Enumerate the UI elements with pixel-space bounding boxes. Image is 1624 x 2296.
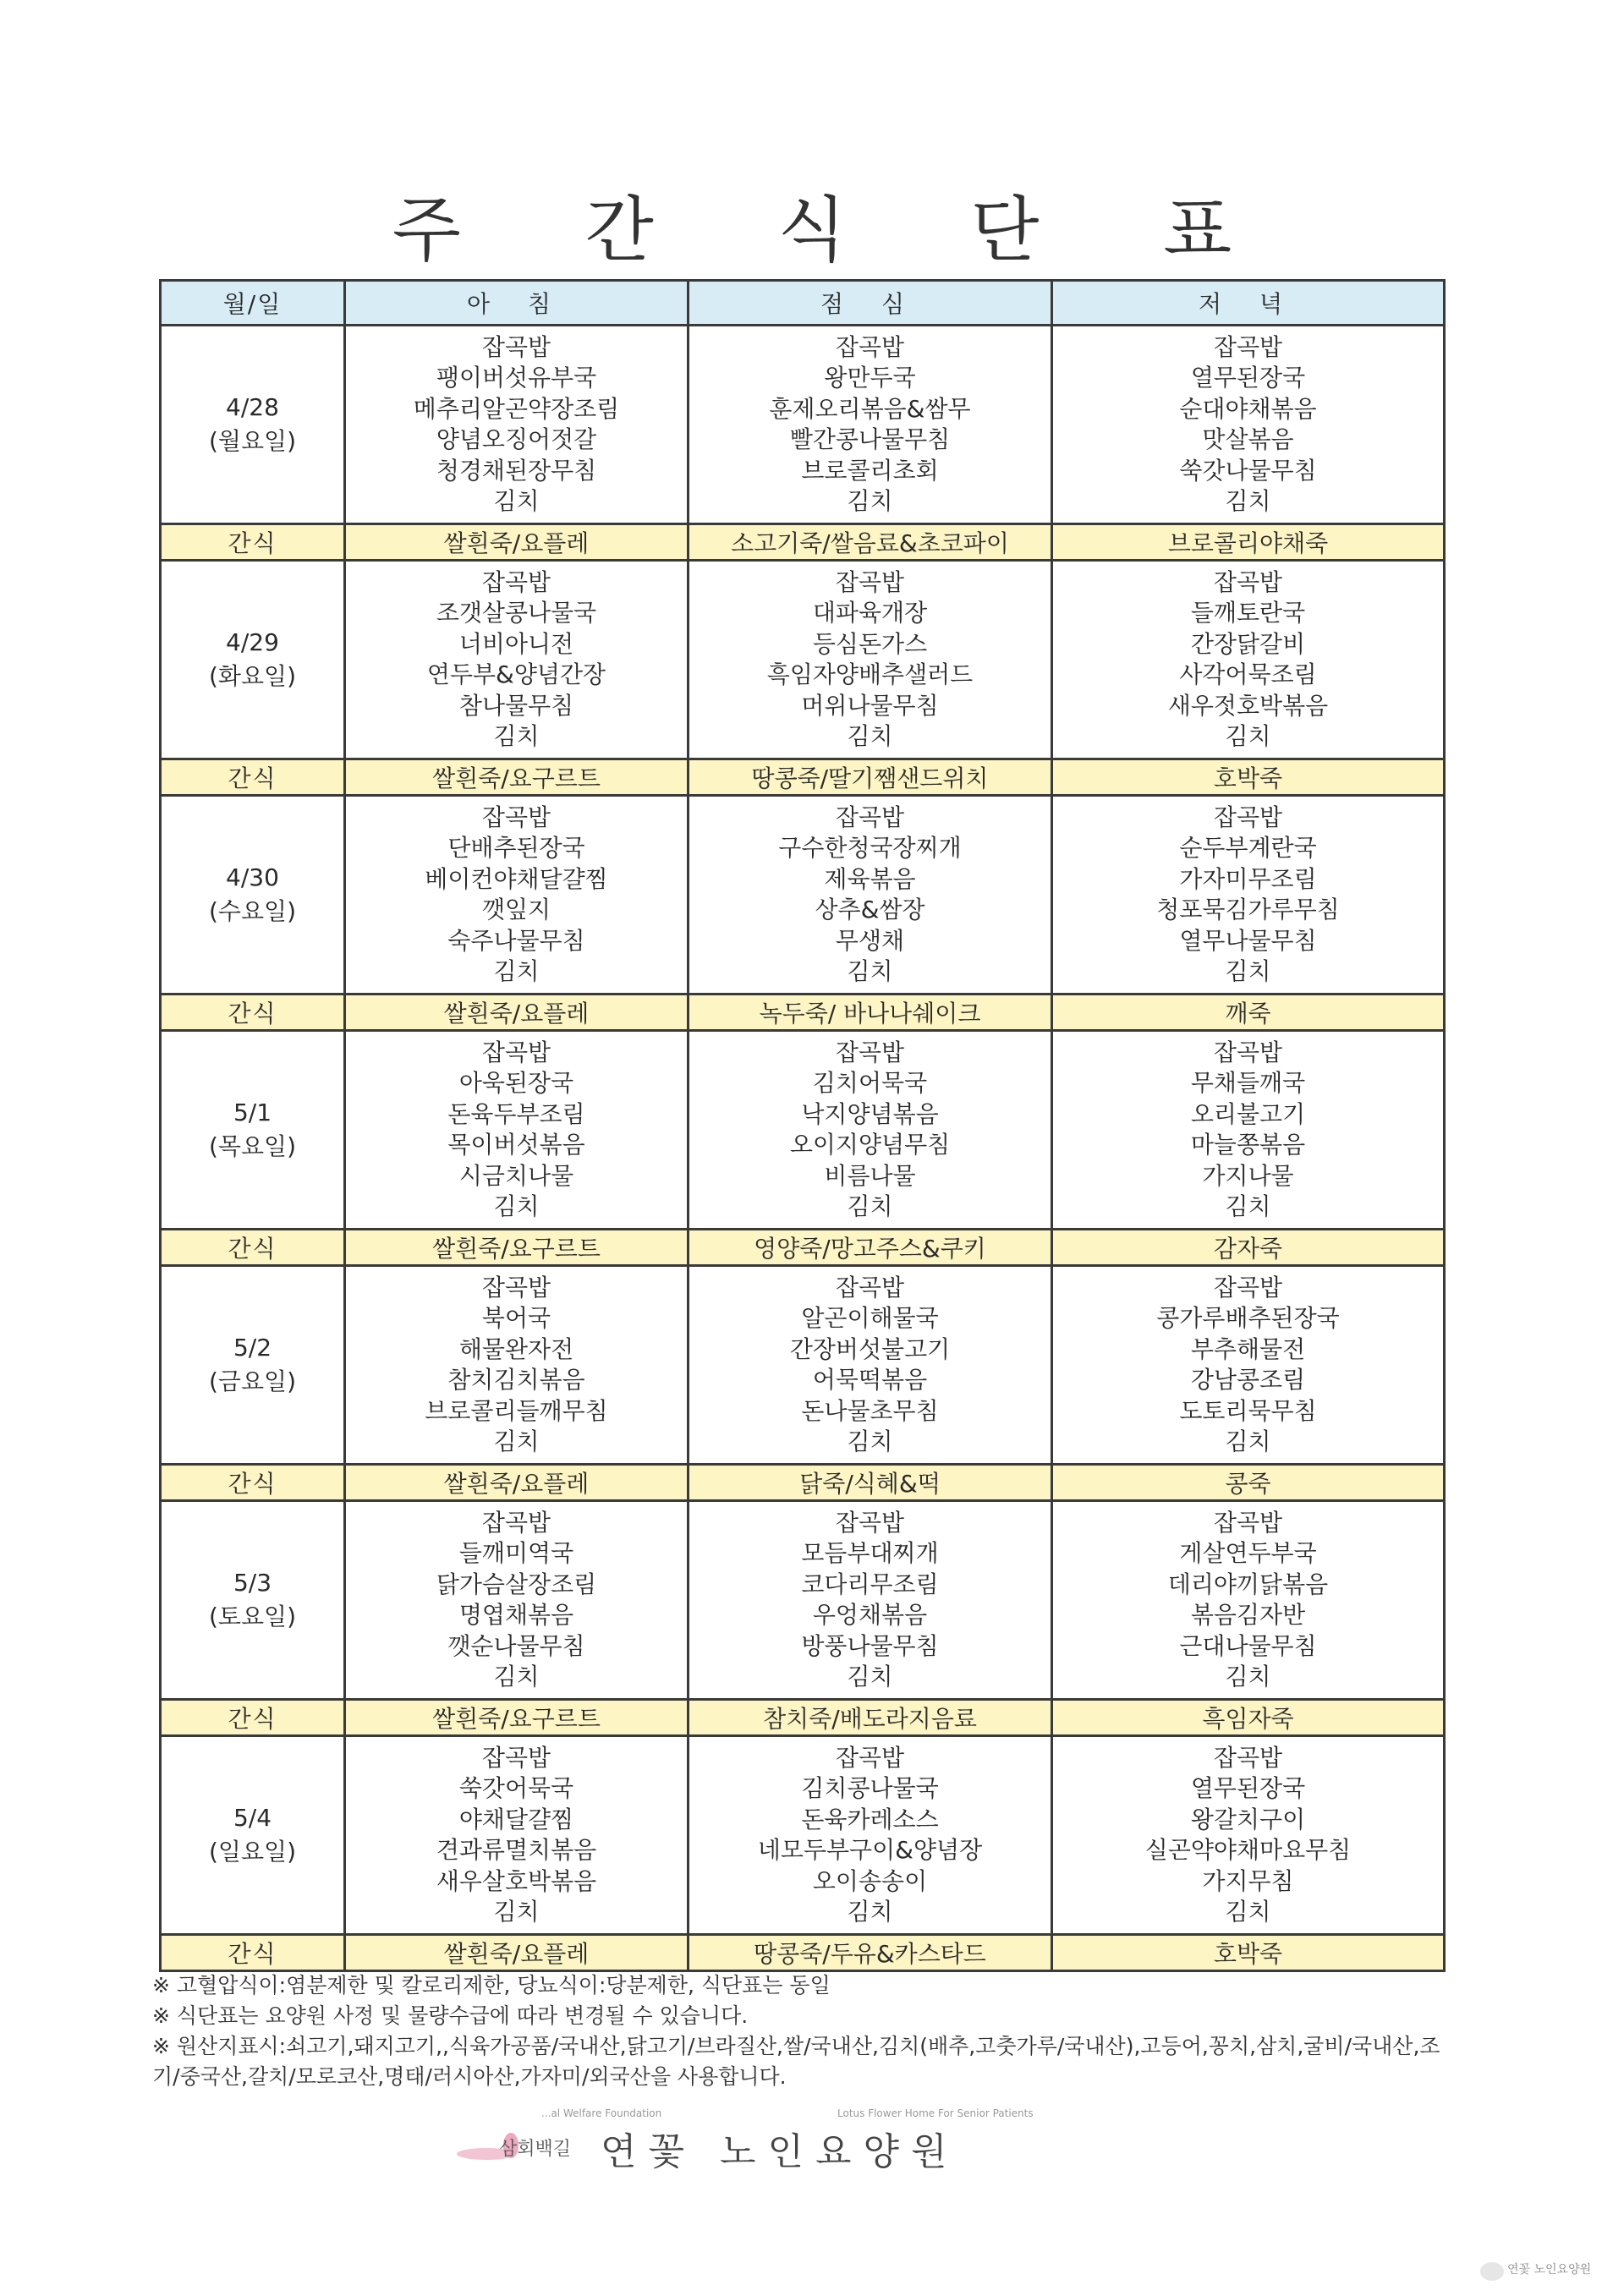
dish-item: 명엽채볶음 <box>458 1601 574 1629</box>
header-date: 월/일 <box>161 281 345 326</box>
dinner-cell <box>1052 1736 1445 1935</box>
snack-lunch: 영양죽/망고주스&쿠키 <box>689 1230 1052 1266</box>
dish-item: 잡곡밥 <box>835 1508 905 1537</box>
dinner-cell <box>1052 1501 1445 1700</box>
date-label: 4/28 <box>226 393 279 421</box>
dish-item: 비름나물 <box>824 1161 916 1190</box>
dish-item: 양념오징어젓갈 <box>436 425 597 453</box>
day-row <box>161 1736 1445 1935</box>
dish-item: 김치어묵국 <box>812 1069 928 1097</box>
weekday-label: (화요일) <box>209 662 296 690</box>
dish-item: 가지무침 <box>1202 1866 1294 1895</box>
snack-lunch: 소고기죽/쌀음료&초코파이 <box>689 524 1052 561</box>
dish-item: 훈제오리볶음&쌈무 <box>769 394 971 423</box>
snack-dinner: 호박죽 <box>1052 759 1445 796</box>
snack-label: 간식 <box>161 995 345 1031</box>
dish-item: 간장버섯불고기 <box>789 1334 951 1363</box>
snack-row <box>161 1700 1445 1736</box>
day-row <box>161 1266 1445 1465</box>
dish-item: 잡곡밥 <box>1213 1508 1283 1537</box>
dish-item: 쑥갓나물무침 <box>1179 456 1317 485</box>
dish-item: 잡곡밥 <box>481 567 551 596</box>
breakfast-cell <box>345 1031 689 1230</box>
snack-row <box>161 759 1445 796</box>
dish-item: 조갯살콩나물국 <box>436 599 597 627</box>
snack-dinner: 흑임자죽 <box>1052 1700 1445 1736</box>
lunch-cell <box>689 326 1052 524</box>
snack-row <box>161 524 1445 561</box>
snack-lunch: 땅콩죽/두유&카스타드 <box>689 1935 1052 1971</box>
header-row <box>161 281 1445 326</box>
dish-item: 알곤이해물국 <box>801 1304 939 1332</box>
dish-item: 팽이버섯유부국 <box>436 364 597 392</box>
dish-item: 대파육개장 <box>812 599 928 627</box>
dish-item: 순두부계란국 <box>1179 834 1317 862</box>
dish-item: 김치 <box>847 1192 893 1220</box>
header-breakfast: 아 침 <box>345 281 689 326</box>
weekly-menu-table <box>159 279 1446 1972</box>
dish-item: 김치 <box>847 957 893 985</box>
breakfast-cell <box>345 796 689 995</box>
dish-item: 들깨토란국 <box>1190 599 1306 627</box>
dish-item: 김치 <box>847 1427 893 1455</box>
dish-item: 콩가루배추된장국 <box>1156 1304 1340 1332</box>
breakfast-cell <box>345 1501 689 1700</box>
logo-english-left: ...al Welfare Foundation <box>541 2107 662 2119</box>
dish-item: 잡곡밥 <box>481 332 551 361</box>
dish-item: 잡곡밥 <box>1213 1038 1283 1066</box>
dish-item: 모듬부대찌개 <box>801 1539 939 1567</box>
dish-item: 연두부&양념간장 <box>426 660 606 688</box>
dish-item: 방풍나물무침 <box>801 1631 939 1660</box>
dish-item: 제육볶음 <box>824 864 916 893</box>
dish-item: 데리야끼닭볶음 <box>1167 1570 1329 1598</box>
dish-item: 볶음김자반 <box>1190 1601 1306 1629</box>
dish-item: 김치 <box>847 722 893 750</box>
dish-item: 김치 <box>1225 1663 1271 1690</box>
dish-item: 들깨미역국 <box>458 1539 574 1567</box>
dish-item: 너비아니전 <box>458 629 574 658</box>
dish-item: 김치 <box>493 1427 540 1455</box>
header-dinner: 저 녁 <box>1052 281 1445 326</box>
dish-item: 잡곡밥 <box>481 1743 551 1772</box>
dish-item: 흑임자양배추샐러드 <box>766 660 974 688</box>
dish-item: 잡곡밥 <box>1213 1743 1283 1772</box>
dish-item: 단배추된장국 <box>447 834 585 862</box>
page-title: 주 간 식 단 표 <box>392 189 1283 271</box>
dish-item: 게살연두부국 <box>1179 1539 1317 1567</box>
dish-item: 김치 <box>493 1898 540 1926</box>
note-change: ※ 식단표는 요양원 사정 및 물량수급에 따라 변경될 수 있습니다. <box>152 2003 749 2028</box>
dish-item: 왕만두국 <box>824 364 916 392</box>
snack-label: 간식 <box>161 1935 345 1971</box>
dish-item: 아욱된장국 <box>458 1069 574 1097</box>
snack-label: 간식 <box>161 1465 345 1501</box>
snack-dinner: 감자죽 <box>1052 1230 1445 1266</box>
dish-item: 돈육두부조림 <box>447 1099 585 1128</box>
dish-item: 잡곡밥 <box>835 1273 905 1301</box>
snack-label: 간식 <box>161 1700 345 1736</box>
snack-breakfast: 쌀흰죽/요플레 <box>345 1465 689 1501</box>
dish-item: 잡곡밥 <box>481 803 551 831</box>
dish-item: 오리불고기 <box>1190 1099 1306 1128</box>
dish-item: 김치 <box>1225 1192 1271 1220</box>
weekday-label: (일요일) <box>209 1838 296 1866</box>
dish-item: 열무된장국 <box>1190 1774 1306 1802</box>
dish-item: 청포묵김가루무침 <box>1156 896 1340 923</box>
dish-item: 열무나물무침 <box>1179 926 1317 955</box>
date-label: 5/1 <box>233 1099 272 1126</box>
logo-prefix: 삼회백길 <box>499 2139 572 2160</box>
dish-item: 잡곡밥 <box>1213 567 1283 596</box>
dish-item: 오이지양념무침 <box>789 1131 951 1159</box>
dish-item: 청경채된장무침 <box>436 456 597 485</box>
dish-item: 쑥갓어묵국 <box>458 1774 574 1802</box>
dish-item: 돈육카레소스 <box>801 1805 939 1833</box>
dish-item: 김치 <box>493 722 540 750</box>
snack-dinner: 브로콜리야채죽 <box>1052 524 1445 561</box>
date-cell <box>161 1031 345 1230</box>
date-label: 4/29 <box>226 628 279 656</box>
day-row <box>161 796 1445 995</box>
dish-item: 참치김치볶음 <box>447 1366 585 1394</box>
snack-row <box>161 1935 1445 1971</box>
dish-item: 김치 <box>1225 957 1271 985</box>
breakfast-cell <box>345 1736 689 1935</box>
dinner-cell <box>1052 796 1445 995</box>
dish-item: 잡곡밥 <box>835 567 905 596</box>
dinner-cell <box>1052 1266 1445 1465</box>
dish-item: 코다리무조림 <box>801 1570 939 1598</box>
date-cell <box>161 1501 345 1700</box>
date-label: 5/4 <box>233 1804 272 1832</box>
dish-item: 베이컨야채달걀찜 <box>425 864 608 893</box>
logo-english-right: Lotus Flower Home For Senior Patients <box>837 2107 1034 2119</box>
date-cell <box>161 1736 345 1935</box>
dish-item: 김치 <box>1225 722 1271 750</box>
date-cell <box>161 561 345 759</box>
dish-item: 김치 <box>1225 1427 1271 1455</box>
dish-item: 김치 <box>847 487 893 515</box>
dish-item: 근대나물무침 <box>1179 1631 1317 1660</box>
dish-item: 잡곡밥 <box>835 332 905 361</box>
notes <box>152 1970 1446 2092</box>
day-row <box>161 561 1445 759</box>
date-label: 5/2 <box>233 1334 272 1362</box>
weekday-label: (목요일) <box>209 1132 296 1160</box>
date-cell <box>161 326 345 524</box>
snack-dinner: 호박죽 <box>1052 1935 1445 1971</box>
logo-name: 연꽃 노인요양원 <box>601 2130 959 2173</box>
dish-item: 김치 <box>1225 487 1271 515</box>
dish-item: 잡곡밥 <box>1213 803 1283 831</box>
lunch-cell <box>689 1031 1052 1230</box>
day-row <box>161 326 1445 524</box>
dish-item: 잡곡밥 <box>481 1273 551 1301</box>
snack-breakfast: 쌀흰죽/요구르트 <box>345 1700 689 1736</box>
dish-item: 간장닭갈비 <box>1190 629 1306 658</box>
dish-item: 빨간콩나물무침 <box>789 425 951 453</box>
snack-lunch: 참치죽/배도라지음료 <box>689 1700 1052 1736</box>
snack-breakfast: 쌀흰죽/요구르트 <box>345 1230 689 1266</box>
dish-item: 야채달걀찜 <box>458 1805 574 1833</box>
dish-item: 도토리묵무침 <box>1179 1396 1317 1425</box>
dish-item: 닭가슴살장조림 <box>436 1570 597 1598</box>
dish-item: 시금치나물 <box>458 1161 574 1190</box>
dish-item: 숙주나물무침 <box>447 926 585 955</box>
dish-item: 참나물무침 <box>458 691 574 720</box>
snack-label: 간식 <box>161 1230 345 1266</box>
dish-item: 마늘쫑볶음 <box>1190 1131 1306 1159</box>
dish-item: 머위나물무침 <box>801 691 939 720</box>
dinner-cell <box>1052 326 1445 524</box>
dish-item: 해물완자전 <box>458 1334 574 1363</box>
dish-item: 잡곡밥 <box>835 803 905 831</box>
dish-item: 김치 <box>1225 1898 1271 1926</box>
dish-item: 어묵떡볶음 <box>812 1366 928 1394</box>
dish-item: 가자미무조림 <box>1179 864 1317 893</box>
footer-logo <box>457 2089 1100 2173</box>
dish-item: 김치 <box>493 1192 540 1220</box>
snack-lunch: 닭죽/식혜&떡 <box>689 1465 1052 1501</box>
dish-item: 열무된장국 <box>1190 364 1306 392</box>
dish-item: 강남콩조림 <box>1190 1366 1306 1394</box>
dish-item: 가지나물 <box>1202 1161 1294 1190</box>
lunch-cell <box>689 1736 1052 1935</box>
snack-breakfast: 쌀흰죽/요구르트 <box>345 759 689 796</box>
dinner-cell <box>1052 561 1445 759</box>
lunch-cell <box>689 796 1052 995</box>
snack-row <box>161 1465 1445 1501</box>
weekday-label: (월요일) <box>209 427 296 455</box>
snack-row <box>161 1230 1445 1266</box>
weekday-label: (금요일) <box>209 1367 296 1395</box>
date-cell <box>161 796 345 995</box>
dish-item: 새우살호박볶음 <box>436 1866 597 1895</box>
dinner-cell <box>1052 1031 1445 1230</box>
stamp-text: 연꽃 노인요양원 <box>1507 2263 1592 2277</box>
snack-dinner: 콩죽 <box>1052 1465 1445 1501</box>
snack-dinner: 깨죽 <box>1052 995 1445 1031</box>
snack-lunch: 땅콩죽/딸기쨈샌드위치 <box>689 759 1052 796</box>
dish-item: 우엉채볶음 <box>812 1601 928 1629</box>
dish-item: 잡곡밥 <box>481 1508 551 1537</box>
dish-item: 김치 <box>847 1663 893 1690</box>
dish-item: 네모두부구이&양념장 <box>757 1836 983 1864</box>
snack-row <box>161 995 1445 1031</box>
dish-item: 견과류멸치볶음 <box>436 1836 597 1864</box>
dish-item: 김치콩나물국 <box>801 1774 939 1802</box>
dish-item: 돈나물초무침 <box>801 1396 939 1425</box>
note-origin: ※ 원산지표시:쇠고기,돼지고기,,식육가공품/국내산,닭고기/브라질산,쌀/국내산,김치(배추,고춧가루/국내산),고등어,꽁치,삼치,굴비/국내산,조기/중국산,갈치/모로코산,명태/러시아산,가자미/외국산을 사용합니다. <box>152 2034 1440 2089</box>
dish-item: 잡곡밥 <box>1213 332 1283 361</box>
dish-item: 순대야채볶음 <box>1179 394 1317 423</box>
dish-item: 잡곡밥 <box>481 1038 551 1066</box>
breakfast-cell <box>345 326 689 524</box>
lunch-cell <box>689 561 1052 759</box>
weekday-label: (수요일) <box>209 897 296 925</box>
lunch-cell <box>689 1501 1052 1700</box>
note-diet: ※ 고혈압식이:염분제한 및 칼로리제한, 당뇨식이:당분제한, 식단표는 동일 <box>152 1973 831 1997</box>
dish-item: 오이송송이 <box>812 1866 928 1895</box>
day-row <box>161 1031 1445 1230</box>
header-lunch: 점 심 <box>689 281 1052 326</box>
date-label: 4/30 <box>226 863 279 891</box>
snack-breakfast: 쌀흰죽/요플레 <box>345 1935 689 1971</box>
snack-label: 간식 <box>161 524 345 561</box>
dish-item: 메추리알곤약장조림 <box>413 394 620 423</box>
dish-item: 구수한청국장찌개 <box>778 834 962 862</box>
dish-item: 목이버섯볶음 <box>447 1131 585 1159</box>
dish-item: 잡곡밥 <box>1213 1273 1283 1301</box>
watermark-stamp <box>1473 2254 1609 2288</box>
dish-item: 무생채 <box>835 926 905 955</box>
dish-item: 새우젓호박볶음 <box>1167 691 1329 720</box>
weekday-label: (토요일) <box>209 1603 296 1630</box>
dish-item: 김치 <box>493 957 540 985</box>
dish-item: 깻잎지 <box>481 896 551 923</box>
dish-item: 맛살볶음 <box>1202 425 1294 453</box>
dish-item: 잡곡밥 <box>835 1743 905 1772</box>
date-label: 5/3 <box>233 1569 272 1597</box>
dish-item: 상추&쌈장 <box>815 896 925 923</box>
dish-item: 김치 <box>493 1663 540 1690</box>
snack-breakfast: 쌀흰죽/요플레 <box>345 524 689 561</box>
date-cell <box>161 1266 345 1465</box>
dish-item: 김치 <box>847 1898 893 1926</box>
dish-item: 김치 <box>493 487 540 515</box>
dish-item: 부추해물전 <box>1190 1334 1306 1363</box>
dish-item: 무채들깨국 <box>1190 1069 1306 1097</box>
snack-breakfast: 쌀흰죽/요플레 <box>345 995 689 1031</box>
dish-item: 사각어묵조림 <box>1179 660 1317 688</box>
dish-item: 북어국 <box>481 1304 551 1332</box>
lunch-cell <box>689 1266 1052 1465</box>
dish-item: 브로콜리들깨무침 <box>425 1396 608 1425</box>
snack-label: 간식 <box>161 759 345 796</box>
dish-item: 왕갈치구이 <box>1190 1805 1306 1833</box>
lotus-stamp-icon <box>1480 2262 1504 2281</box>
breakfast-cell <box>345 1266 689 1465</box>
day-row <box>161 1501 1445 1700</box>
dish-item: 깻순나물무침 <box>447 1631 585 1660</box>
dish-item: 등심돈가스 <box>812 629 928 658</box>
snack-lunch: 녹두죽/ 바나나쉐이크 <box>689 995 1052 1031</box>
dish-item: 브로콜리초회 <box>801 456 939 485</box>
dish-item: 낙지양념볶음 <box>801 1099 939 1128</box>
dish-item: 잡곡밥 <box>835 1038 905 1066</box>
breakfast-cell <box>345 561 689 759</box>
dish-item: 실곤약야채마요무침 <box>1144 1836 1352 1864</box>
